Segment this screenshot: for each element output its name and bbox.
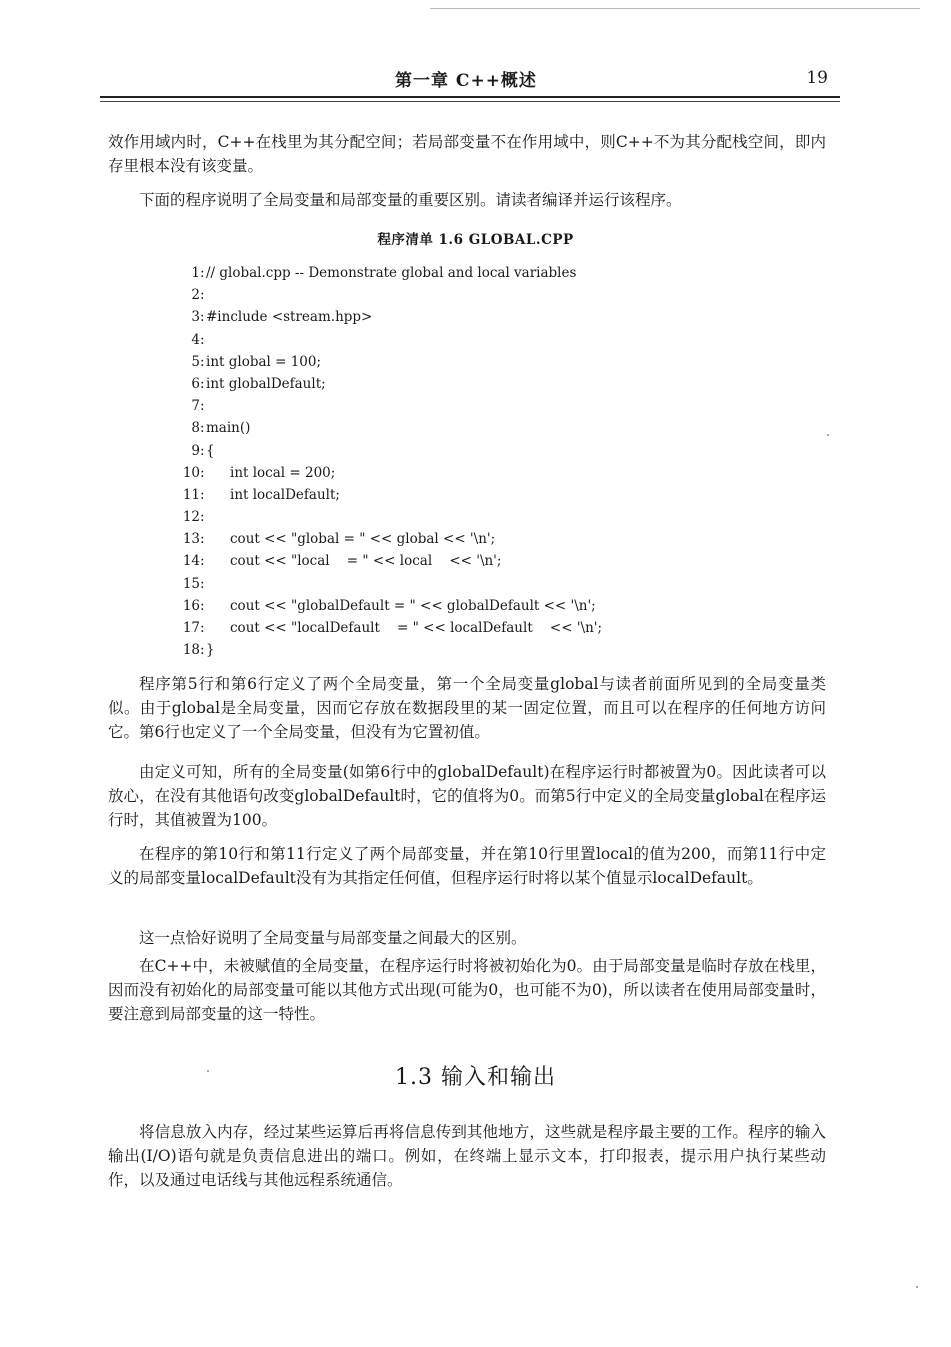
body-paragraph-1: 程序第5行和第6行定义了两个全局变量，第一个全局变量global与读者前面所见到的全局变量类似。由于global是全局变量，因而它存放在数据段里的某一固定位置，而且可以在程序的任何地方访问它。第6行也定义了一个全局变量，但没有为它置初值。 [108, 675, 826, 741]
code-text: int local = 200; [230, 464, 336, 481]
code-line [170, 506, 730, 528]
scan-speck [207, 1070, 209, 1072]
code-line [170, 417, 730, 439]
line-number: 10 [182, 464, 200, 481]
code-line [170, 351, 730, 373]
line-number-colon: : [200, 353, 205, 370]
code-line [170, 639, 730, 661]
line-number: 3 [191, 309, 200, 326]
code-text: int localDefault; [230, 486, 340, 503]
line-number: 18 [182, 642, 200, 659]
code-line [170, 329, 730, 351]
line-number-colon: : [200, 420, 205, 437]
line-number-colon: : [200, 442, 205, 459]
code-line [170, 595, 730, 617]
intro-paragraph: 下面的程序说明了全局变量和局部变量的重要区别。请读者编译并运行该程序。 [139, 191, 682, 209]
line-number: 4 [191, 331, 200, 348]
line-number: 9 [191, 442, 200, 459]
code-line [170, 528, 730, 550]
code-line [170, 617, 730, 639]
continued-paragraph: 效作用域内时，C++在栈里为其分配空间；若局部变量不在作用域中，则C++不为其分配栈空间，即内存里根本没有该变量。 [108, 133, 826, 175]
code-text: cout << "localDefault = " << localDefault << '\n'; [230, 620, 603, 636]
code-text: { [206, 442, 215, 459]
scan-speck [827, 434, 829, 436]
body-paragraph-5: 在C++中，未被赋值的全局变量，在程序运行时将被初始化为0。由于局部变量是临时存放在栈里，因而没有初始化的局部变量可能以其他方式出现(可能为0，也可能不为0)，所以读者在使用局部变量时，要注意到局部变量的这一特性。 [108, 957, 826, 1023]
running-header [100, 66, 840, 96]
line-number: 16 [182, 597, 200, 614]
line-number-colon: : [200, 375, 205, 392]
code-listing [170, 262, 730, 661]
section-heading: 1.3 输入和输出 [395, 1065, 556, 1090]
body-paragraph-4: 这一点恰好说明了全局变量与局部变量之间最大的区别。 [139, 929, 527, 947]
code-text: cout << "global = " << global << '\n'; [230, 531, 496, 548]
line-number: 12 [182, 509, 200, 526]
line-number-colon: : [200, 553, 205, 570]
code-text: main() [206, 420, 251, 437]
line-number-colon: : [200, 309, 205, 326]
line-number-colon: : [200, 486, 205, 503]
body-paragraph-2: 由定义可知，所有的全局变量(如第6行中的globalDefault)在程序运行时都被置为0。因此读者可以放心，在没有其他语句改变globalDefault时，它的值将为0。而第5行中定义的全局变量global在程序运行时，其值被置为100。 [108, 763, 826, 829]
line-number-colon: : [200, 509, 205, 526]
listing-title: 程序清单 1.6 GLOBAL.CPP [377, 232, 574, 248]
line-number-colon: : [200, 575, 205, 592]
chapter-title: 第一章 C++概述 [395, 71, 537, 91]
scan-speck [916, 1286, 918, 1288]
scan-top-rule [430, 8, 920, 9]
line-number: 5 [191, 353, 200, 370]
page-number: 19 [806, 68, 828, 88]
line-number-colon: : [200, 287, 205, 304]
code-text: int globalDefault; [206, 375, 326, 392]
line-number: 13 [182, 531, 200, 548]
code-line [170, 395, 730, 417]
line-number-colon: : [200, 464, 205, 481]
header-rule-thin [100, 101, 840, 102]
line-number-colon: : [200, 531, 205, 548]
line-number: 15 [182, 575, 200, 592]
line-number-colon: : [200, 398, 205, 415]
code-line [170, 550, 730, 572]
line-number: 6 [191, 375, 200, 392]
code-text: } [206, 642, 215, 659]
code-text: // global.cpp -- Demonstrate global and local variables [206, 265, 577, 281]
line-number-colon: : [200, 331, 205, 348]
code-line [170, 573, 730, 595]
code-text: cout << "globalDefault = " << globalDefault << '\n'; [230, 597, 596, 614]
code-line [170, 284, 730, 306]
code-line [170, 306, 730, 328]
code-line [170, 484, 730, 506]
code-text: cout << "local = " << local << '\n'; [230, 553, 502, 570]
code-line [170, 462, 730, 484]
line-number-colon: : [200, 597, 205, 614]
line-number-colon: : [200, 642, 205, 659]
code-line [170, 262, 730, 284]
line-number: 17 [182, 620, 200, 636]
code-line [170, 440, 730, 462]
line-number: 14 [182, 553, 200, 570]
line-number-colon: : [200, 265, 205, 281]
line-number-colon: : [200, 620, 205, 636]
header-rule [100, 96, 840, 98]
body-paragraph-3: 在程序的第10行和第11行定义了两个局部变量，并在第10行里置local的值为200，而第11行中定义的局部变量localDefault没有为其指定任何值，但程序运行时将以某个值显示localDefault。 [108, 845, 826, 887]
code-text: #include <stream.hpp> [206, 309, 373, 326]
line-number: 1 [191, 265, 200, 281]
section-paragraph: 将信息放入内存，经过某些运算后再将信息传到其他地方，这些就是程序最主要的工作。程序的输入输出(I/O)语句就是负责信息进出的端口。例如，在终端上显示文本，打印报表，提示用户执行某些动作，以及通过电话线与其他远程系统通信。 [108, 1123, 826, 1189]
line-number: 2 [191, 287, 200, 304]
code-line [170, 373, 730, 395]
line-number: 11 [182, 486, 200, 503]
code-text: int global = 100; [206, 353, 322, 370]
line-number: 7 [191, 398, 200, 415]
line-number: 8 [191, 420, 200, 437]
